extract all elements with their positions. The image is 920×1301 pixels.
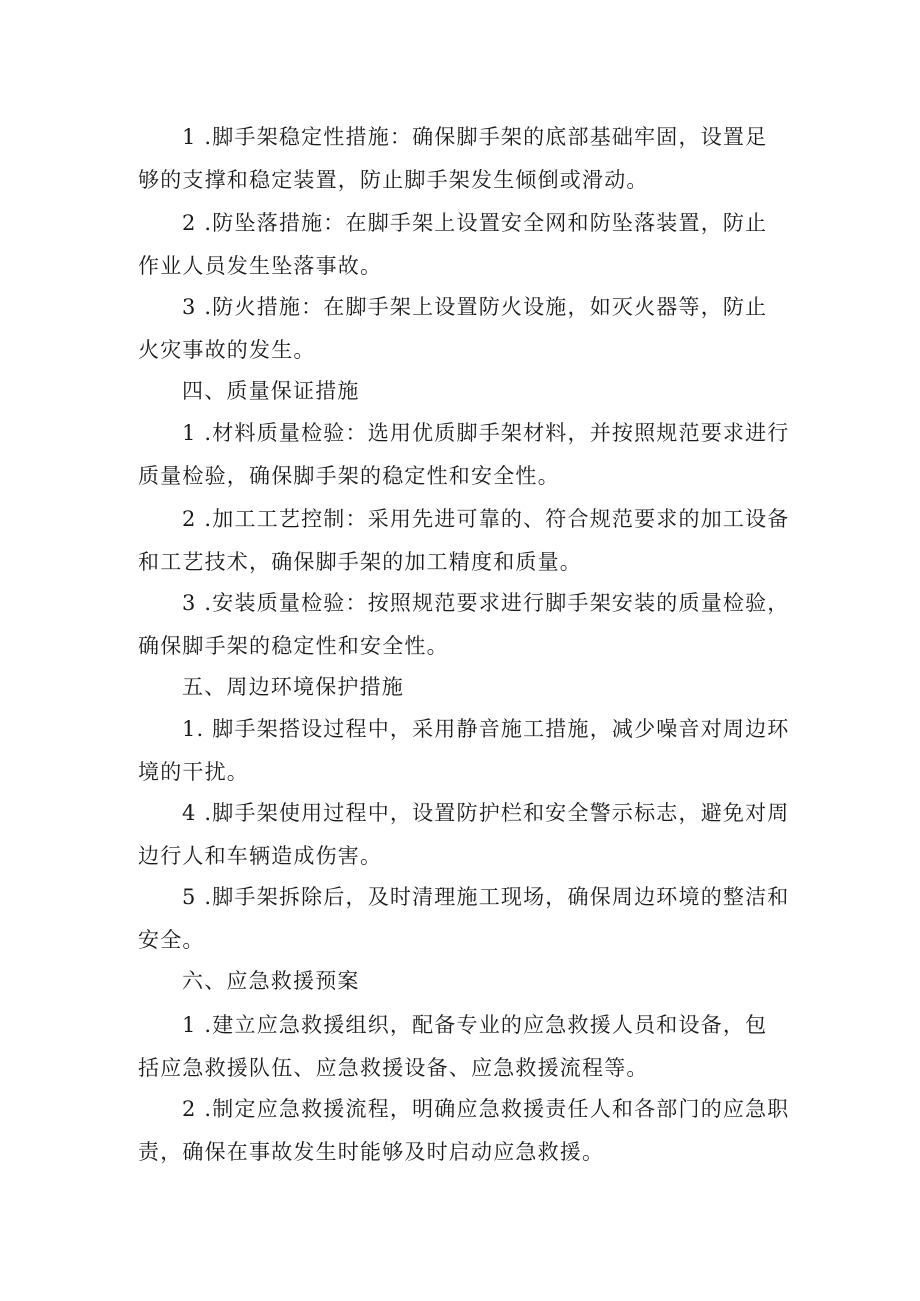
paragraph-line: 1 .建立应急救援组织，配备专业的应急救援人员和设备，包	[182, 1013, 768, 1037]
section-heading-quality: 四、质量保证措施	[182, 379, 360, 403]
paragraph-line: 1 .材料质量检验：选用优质脚手架材料，并按照规范要求进行	[182, 421, 790, 445]
section-heading-emergency: 六、应急救援预案	[182, 969, 360, 993]
rescue-procedure-item	[138, 1088, 788, 1174]
fall-prevention-item	[138, 202, 788, 288]
site-cleanup-item	[138, 876, 788, 962]
fire-prevention-item	[138, 286, 788, 372]
paragraph-line: 括应急救援队伍、应急救援设备、应急救援流程等。	[138, 1056, 649, 1080]
paragraph-line: 5 .脚手架拆除后，及时清理施工现场，确保周边环境的整洁和	[182, 885, 790, 909]
rescue-organization-item	[138, 1004, 788, 1090]
installation-inspection-item	[138, 582, 788, 668]
paragraph-line: 够的支撑和稳定装置，防止脚手架发生倾倒或滑动。	[138, 168, 649, 192]
paragraph-line: 1. 脚手架搭设过程中，采用静音施工措施，减少噪音对周边环	[182, 717, 790, 741]
paragraph-line: 4 .脚手架使用过程中，设置防护栏和安全警示标志，避免对周	[182, 801, 790, 825]
material-inspection-item	[138, 412, 788, 498]
process-control-item	[138, 498, 788, 584]
paragraph-line: 和工艺技术，确保脚手架的加工精度和质量。	[138, 550, 582, 574]
scaffold-stability-item	[138, 116, 788, 202]
paragraph-line: 1 .脚手架稳定性措施：确保脚手架的底部基础牢固，设置足	[182, 125, 768, 149]
paragraph-line: 安全。	[138, 928, 205, 952]
guardrail-item	[138, 792, 788, 878]
noise-control-item	[138, 708, 788, 794]
paragraph-line: 确保脚手架的稳定性和安全性。	[138, 634, 449, 658]
section-heading-environment: 五、周边环境保护措施	[182, 675, 404, 699]
paragraph-line: 边行人和车辆造成伤害。	[138, 844, 383, 868]
paragraph-line: 2 .制定应急救援流程，明确应急救援责任人和各部门的应急职	[182, 1097, 790, 1121]
paragraph-line: 2 .加工工艺控制：采用先进可靠的、符合规范要求的加工设备	[182, 507, 790, 531]
paragraph-line: 境的干扰。	[138, 760, 249, 784]
paragraph-line: 火灾事故的发生。	[138, 338, 316, 362]
paragraph-line: 2 .防坠落措施：在脚手架上设置安全网和防坠落装置，防止	[182, 211, 768, 235]
paragraph-line: 3 .安装质量检验：按照规范要求进行脚手架安装的质量检验，	[182, 591, 790, 615]
paragraph-line: 3 .防火措施：在脚手架上设置防火设施，如灭火器等，防止	[182, 295, 768, 319]
paragraph-line: 作业人员发生坠落事故。	[138, 254, 383, 278]
paragraph-line: 责，确保在事故发生时能够及时启动应急救援。	[138, 1140, 605, 1164]
paragraph-line: 质量检验，确保脚手架的稳定性和安全性。	[138, 464, 560, 488]
